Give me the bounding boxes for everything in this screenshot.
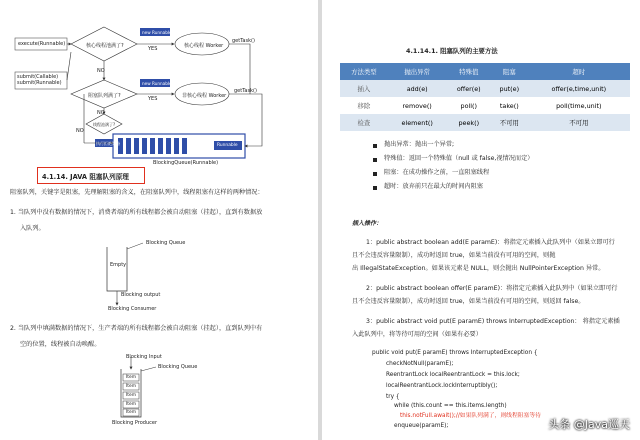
insert-ops-label: 插入操作： <box>352 220 383 227</box>
para1-line1: 1：public abstract boolean add(E paramE)：将指定元素插入此队列中（如果立即可行 <box>366 239 615 246</box>
code-line: ReentrantLock localReentrantLock = this.lock; <box>386 372 520 378</box>
no-label-3: NO <box>76 128 84 134</box>
table-cell: peek() <box>447 114 492 131</box>
table-header: 抛出异常 <box>388 63 447 80</box>
bullet-icon <box>373 144 377 148</box>
yes-label-2: YES <box>148 96 158 102</box>
para1-line2: 且不会违反容量限制），成功时返回 true，如果当前没有可用的空间，则抛 <box>352 252 556 259</box>
empty-label: Empty <box>110 262 127 268</box>
table-header: 方法类型 <box>340 63 388 80</box>
table-cell: offer(e,time,unit) <box>528 80 630 97</box>
diamond-core-full: 核心线程池满了? <box>86 43 124 49</box>
thread-pool-diagram <box>0 0 318 175</box>
para3-line1: 3：public abstract void put(E paramE) throws InterruptedException： 将指定元素插 <box>366 318 620 325</box>
table-cell: 移除 <box>340 97 388 114</box>
item2-line2: 空的位置，线程被自动唤醒。 <box>20 341 101 348</box>
reject-label: 执行拒绝策略 <box>96 141 120 146</box>
table-cell: add(e) <box>388 80 447 97</box>
producer-caption: Blocking Producer <box>112 420 157 426</box>
table-cell: remove() <box>388 97 447 114</box>
table-header: 阻塞 <box>491 63 528 80</box>
item1-line2: 入队列。 <box>20 225 45 232</box>
watermark: 头条 @Java巡天 <box>548 418 630 431</box>
new-runnable-label-2: new Runnable <box>142 81 172 86</box>
para2-line1: 2：public abstract boolean offer(E paramE)：将指定元素插入此队列中（如果立即可行 <box>366 285 618 292</box>
para2-line2: 且不会违反容量限制），成功时返回 true，如果当前没有可用的空间，则返回 false。 <box>352 298 585 305</box>
table-header: 超时 <box>528 63 630 80</box>
table-cell: offer(e) <box>447 80 492 97</box>
blocking-consumer-diagram <box>0 235 318 315</box>
bullet-text: 阻塞：在成功操作之前，一直阻塞线程 <box>384 169 490 176</box>
table-row <box>340 80 630 97</box>
blocking-input-label: Blocking Input <box>126 354 162 360</box>
code-line: localReentrantLock.lockInterruptibly(); <box>386 383 498 389</box>
diamond-pool-full: 线程池满了? <box>93 122 116 127</box>
left-page <box>0 0 318 440</box>
queue-caption: BlockingQueue(Runnable) <box>153 160 219 166</box>
bullet-text: 特殊值：返回一个特殊值（null 或 false,视情况而定） <box>384 155 534 162</box>
table-cell: element() <box>388 114 447 131</box>
core-worker: 核心线程 Worker <box>184 43 224 49</box>
table-cell: 不可用 <box>491 114 528 131</box>
para3-line2: 入此队列中，将等待可用的空间（如果有必要） <box>352 331 482 338</box>
bullet-icon <box>373 172 377 176</box>
table-cell: poll() <box>447 97 492 114</box>
table-cell: put(e) <box>491 80 528 97</box>
consumer-blocking-queue: Blocking Queue <box>146 240 186 246</box>
section-heading: 4.1.14. JAVA 阻塞队列原理 <box>42 173 129 181</box>
para1-line3: 出 IllegalStateException。如果该元素是 NULL，则会抛出 NullPointerException 异常。 <box>352 265 605 272</box>
methods-table <box>340 63 630 131</box>
table-row <box>340 114 630 131</box>
table-header-row <box>340 63 630 80</box>
blocking-output-label: Blocking output <box>121 292 161 298</box>
code-line: checkNotNull(paramE); <box>386 361 454 367</box>
item-3: Item <box>126 402 136 407</box>
no-label: NO <box>97 68 105 74</box>
table-cell: poll(time,unit) <box>528 97 630 114</box>
item-0: Item <box>126 375 136 380</box>
table-cell: 不可用 <box>528 114 630 131</box>
item2-line1: 2. 当队列中填满数据的情况下，生产者端的所有线程都会被自动阻塞（挂起），直到队列中有 <box>10 325 263 332</box>
code-line: try { <box>386 394 400 400</box>
code-line: while (this.count == this.items.length) <box>394 403 507 409</box>
bullet-text: 抛出异常：抛出一个异常; <box>384 141 455 148</box>
bullet-icon <box>373 158 377 162</box>
table-row <box>340 97 630 114</box>
yes-label: YES <box>148 46 158 52</box>
item1-line1: 1. 当队列中没有数据的情况下，消费者端的所有线程都会被自动阻塞（挂起），直到有数据放 <box>10 209 263 216</box>
bullet-text: 超时：放弃前只在最大的时间内阻塞 <box>384 183 483 190</box>
no-label-2: NO <box>97 110 105 116</box>
consumer-caption: Blocking Consumer <box>108 306 157 312</box>
submit-label: submit(Callable) submit(Runnable) <box>17 74 62 86</box>
producer-blocking-queue: Blocking Queue <box>158 364 198 370</box>
item-4: Item <box>126 410 136 415</box>
intro-text: 阻塞队列，关键字是阻塞，先理解阻塞的含义，在阻塞队列中，线程阻塞有这样的两种情况： <box>10 189 264 196</box>
gettask-label-2: getTask() <box>234 88 257 94</box>
code-line: public void put(E paramE) throws InterruptedException { <box>372 350 538 356</box>
execute-label: execute(Runnable) <box>18 41 66 47</box>
new-runnable-label: new Runnable <box>142 30 172 35</box>
table-header: 特殊值 <box>447 63 492 80</box>
diamond-queue-full: 阻塞队列满了? <box>88 93 121 99</box>
bullet-icon <box>373 186 377 190</box>
methods-heading: 4.1.14.1. 阻塞队列的主要方法 <box>406 47 498 55</box>
item-1: Item <box>126 384 136 389</box>
queue-runnable-label: Runnable <box>217 143 238 148</box>
code-line: enqueue(paramE); <box>394 423 449 429</box>
noncore-worker: 非核心线程 Worker <box>182 93 227 99</box>
gettask-label: getTask() <box>232 38 255 44</box>
table-cell: take() <box>491 97 528 114</box>
item-2: Item <box>126 393 136 398</box>
table-cell: 插入 <box>340 80 388 97</box>
code-line-highlight: this.notFull.await();//如果队列满了，则线程阻塞等待 <box>400 413 541 419</box>
table-cell: 检查 <box>340 114 388 131</box>
